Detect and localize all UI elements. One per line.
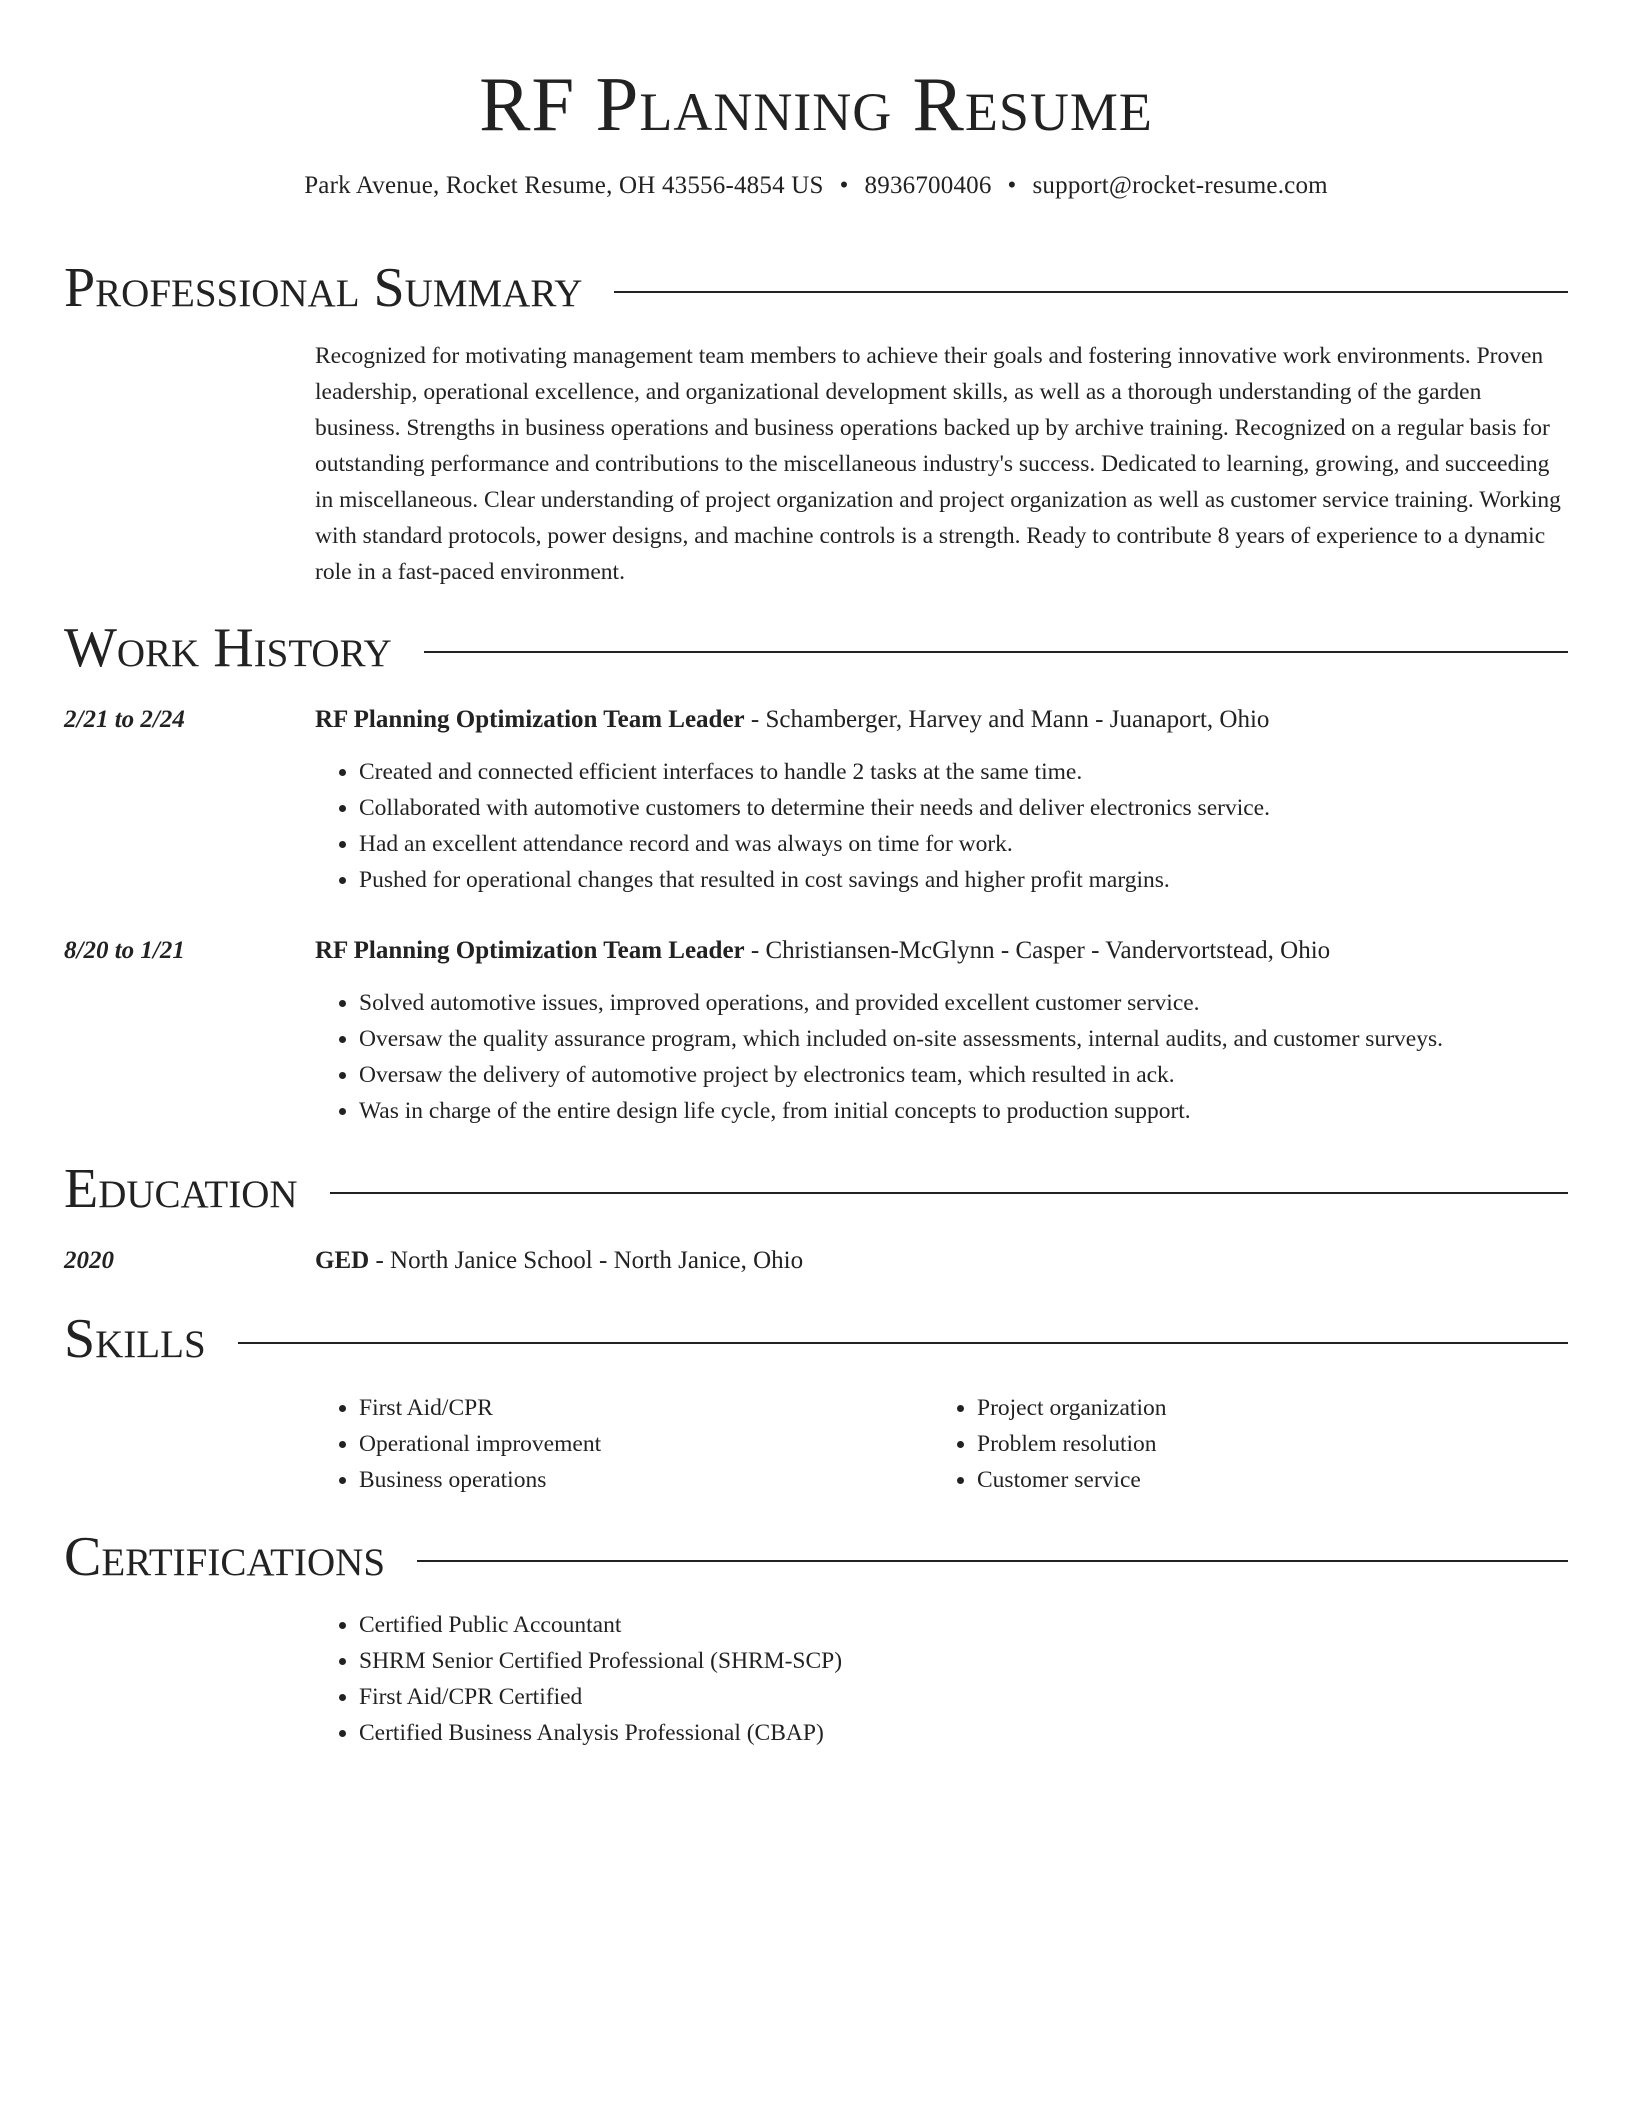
section-divider — [614, 291, 1568, 293]
summary-gutter — [64, 338, 315, 590]
job-dates: 2/21 to 2/24 — [64, 706, 185, 733]
list-item: • First Aid/CPR — [359, 1390, 933, 1426]
section-divider — [238, 1342, 1568, 1344]
contact-address: Park Avenue, Rocket Resume, OH 43556-4854 US — [304, 172, 824, 199]
job-title: RF Planning Optimization Team Leader — [315, 706, 745, 733]
education-school: - North Janice School - North Janice, Ohio — [369, 1247, 804, 1274]
list-item: • Had an excellent attendance record and was always on time for work. — [359, 826, 1568, 862]
list-item: • Problem resolution — [977, 1426, 1551, 1462]
section-divider — [330, 1192, 1568, 1194]
section-divider — [424, 651, 1568, 653]
section-header-skills — [64, 1309, 1568, 1369]
job-bullets — [315, 985, 1568, 1129]
resume-name: RF Planning Resume — [479, 61, 1153, 147]
list-item: • Customer service — [977, 1462, 1551, 1498]
summary-row — [64, 338, 1568, 590]
job-title: RF Planning Optimization Team Leader — [315, 937, 745, 964]
list-item: • Business operations — [359, 1462, 933, 1498]
skills-list-right — [933, 1390, 1551, 1498]
job-employer: - Christiansen-McGlynn - Casper - Vandervortstead, Ohio — [744, 937, 1331, 964]
list-item: • Solved automotive issues, improved operations, and provided excellent customer service. — [359, 985, 1568, 1021]
job-dates: 8/20 to 1/21 — [64, 937, 185, 964]
education-heading — [315, 1243, 1568, 1279]
list-item: • Project organization — [977, 1390, 1551, 1426]
job-entry — [64, 933, 1568, 1129]
section-divider — [417, 1560, 1568, 1562]
certifications-gutter — [64, 1607, 315, 1751]
job-entry — [64, 702, 1568, 898]
contact-line — [64, 170, 1568, 202]
list-item: • Certified Business Analysis Professional (CBAP) — [359, 1715, 1568, 1751]
section-header-education — [64, 1159, 1568, 1219]
list-item: • Collaborated with automotive customers to determine their needs and deliver electronics service. — [359, 790, 1568, 826]
list-item: • SHRM Senior Certified Professional (SHRM-SCP) — [359, 1643, 1568, 1679]
list-item: • Oversaw the delivery of automotive project by electronics team, which resulted in ack. — [359, 1057, 1568, 1093]
section-header-summary — [64, 258, 1568, 318]
section-header-certifications — [64, 1527, 1568, 1587]
list-item: • Pushed for operational changes that resulted in cost savings and higher profit margins. — [359, 862, 1568, 898]
section-title: Education — [64, 1158, 298, 1220]
skills-list-left — [315, 1390, 933, 1498]
education-year: 2020 — [64, 1247, 114, 1274]
section-header-work-history — [64, 618, 1568, 678]
list-item: • Was in charge of the entire design life cycle, from initial concepts to production support. — [359, 1093, 1568, 1129]
contact-separator: • — [1007, 172, 1017, 199]
job-heading — [315, 702, 1568, 738]
skills-row — [64, 1390, 1568, 1498]
list-item: • Created and connected efficient interfaces to handle 2 tasks at the same time. — [359, 754, 1568, 790]
list-item: • Operational improvement — [359, 1426, 933, 1462]
summary-text: Recognized for motivating management team members to achieve their goals and fostering innovative work environments. Proven leadership, operational excellence, and organizational development skills, as well as a thorough understanding of the garden business. Strengths in business operations and business operations backed up by archive training. Recognized on a regular basis for outstanding performance and contributions to the miscellaneous industry's success. Dedicated to learning, growing, and succeeding in miscellaneous. Clear understanding of project organization and project organization as well as customer service training. Working with standard protocols, power designs, and machine controls is a strength. Ready to contribute 8 years of experience to a dynamic role in a fast-paced environment. — [315, 343, 1561, 585]
skills-gutter — [64, 1390, 315, 1498]
certifications-row — [64, 1607, 1568, 1751]
list-item: • Certified Public Accountant — [359, 1607, 1568, 1643]
job-employer: - Schamberger, Harvey and Mann - Juanaport, Ohio — [744, 706, 1270, 733]
job-bullets — [315, 754, 1568, 898]
certifications-list — [315, 1607, 1568, 1751]
contact-phone: 8936700406 — [864, 172, 992, 199]
section-title: Work History — [64, 617, 392, 679]
education-degree: GED — [315, 1247, 370, 1274]
section-title: Professional Summary — [64, 257, 583, 319]
section-title: Certifications — [64, 1526, 386, 1588]
contact-separator: • — [839, 172, 849, 199]
education-entry — [64, 1243, 1568, 1279]
list-item: • First Aid/CPR Certified — [359, 1679, 1568, 1715]
resume-page — [64, 0, 1568, 1746]
job-heading — [315, 933, 1568, 969]
section-title: Skills — [64, 1308, 206, 1370]
contact-email: support@rocket-resume.com — [1032, 172, 1328, 199]
list-item: • Oversaw the quality assurance program, which included on-site assessments, internal audits, and customer surveys. — [359, 1021, 1568, 1057]
